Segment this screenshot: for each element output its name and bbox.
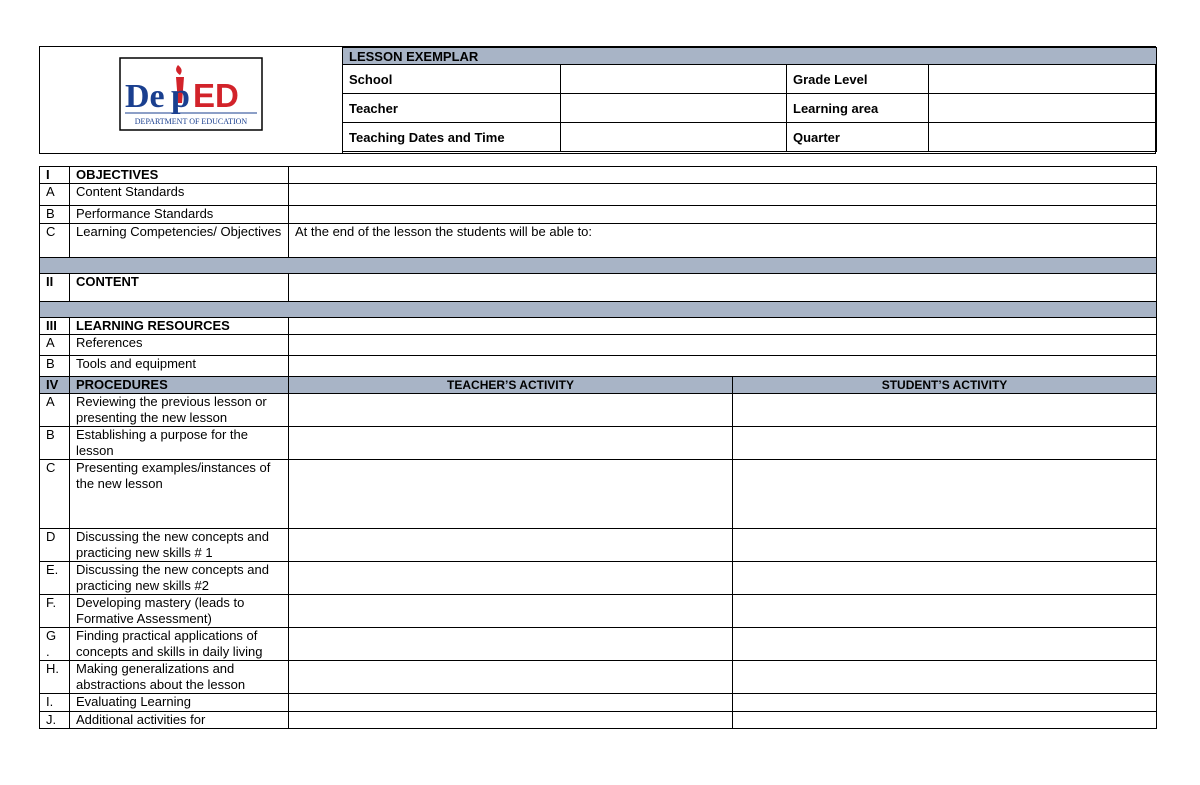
references-field[interactable]	[289, 335, 1157, 356]
school-field[interactable]	[561, 65, 787, 94]
tools-field[interactable]	[289, 356, 1157, 377]
school-label: School	[343, 65, 561, 94]
grade-level-label: Grade Level	[787, 65, 929, 94]
row-label: Discussing the new concepts and practicing new skills # 1	[70, 529, 289, 562]
student-activity-header: STUDENT’S ACTIVITY	[733, 377, 1157, 394]
objectives-field[interactable]	[289, 167, 1157, 184]
row-label: Evaluating Learning	[70, 694, 289, 712]
teacher-activity-cell[interactable]	[289, 460, 733, 529]
learning-area-label: Learning area	[787, 94, 929, 123]
row-label: Presenting examples/instances of the new lesson	[70, 460, 289, 529]
row-label: Performance Standards	[70, 206, 289, 224]
row-label: Additional activities for	[70, 712, 289, 729]
student-activity-cell[interactable]	[733, 712, 1157, 729]
content-standards-field[interactable]	[289, 184, 1157, 206]
teacher-label: Teacher	[343, 94, 561, 123]
row-label: Finding practical applications of concepts and skills in daily living	[70, 628, 289, 661]
row-letter: A	[40, 335, 70, 356]
row-letter: B	[40, 427, 70, 460]
student-activity-cell[interactable]	[733, 562, 1157, 595]
teacher-activity-header: TEACHER’S ACTIVITY	[289, 377, 733, 394]
row-label: Tools and equipment	[70, 356, 289, 377]
row-label: Discussing the new concepts and practicing new skills #2	[70, 562, 289, 595]
student-activity-cell[interactable]	[733, 661, 1157, 694]
row-letter: J.	[40, 712, 70, 729]
row-letter: A	[40, 394, 70, 427]
row-letter: I.	[40, 694, 70, 712]
teacher-activity-cell[interactable]	[289, 394, 733, 427]
section-number: I	[40, 167, 70, 184]
row-letter: G .	[40, 628, 70, 661]
teacher-activity-cell[interactable]	[289, 595, 733, 628]
content-field[interactable]	[289, 274, 1157, 302]
teacher-activity-cell[interactable]	[289, 628, 733, 661]
lesson-header	[39, 46, 1156, 154]
teacher-activity-cell[interactable]	[289, 529, 733, 562]
student-activity-cell[interactable]	[733, 595, 1157, 628]
section-title-resources: LEARNING RESOURCES	[70, 318, 289, 335]
section-title-objectives: OBJECTIVES	[70, 167, 289, 184]
row-letter: H.	[40, 661, 70, 694]
section-divider	[40, 302, 1157, 318]
svg-text:p: p	[171, 78, 190, 115]
row-label: Content Standards	[70, 184, 289, 206]
row-label: Reviewing the previous lesson or presenting the new lesson	[70, 394, 289, 427]
row-label: References	[70, 335, 289, 356]
student-activity-cell[interactable]	[733, 460, 1157, 529]
quarter-label: Quarter	[787, 123, 929, 152]
header-info-table	[342, 47, 1157, 152]
student-activity-cell[interactable]	[733, 694, 1157, 712]
grade-level-field[interactable]	[929, 65, 1157, 94]
section-number: III	[40, 318, 70, 335]
dates-field[interactable]	[561, 123, 787, 152]
competencies-field[interactable]: At the end of the lesson the students will be able to:	[289, 224, 1157, 258]
row-letter: A	[40, 184, 70, 206]
student-activity-cell[interactable]	[733, 529, 1157, 562]
section-title-procedures: PROCEDURES	[70, 377, 289, 394]
svg-text:DEPARTMENT OF EDUCATION: DEPARTMENT OF EDUCATION	[134, 117, 248, 126]
student-activity-cell[interactable]	[733, 394, 1157, 427]
resources-field[interactable]	[289, 318, 1157, 335]
lesson-plan-table	[39, 166, 1157, 729]
dates-label: Teaching Dates and Time	[343, 123, 561, 152]
teacher-activity-cell[interactable]	[289, 694, 733, 712]
logo-dep-text: De	[125, 78, 165, 115]
row-letter: E.	[40, 562, 70, 595]
row-label: Establishing a purpose for the lesson	[70, 427, 289, 460]
logo-ed-text: ED	[193, 77, 239, 114]
student-activity-cell[interactable]	[733, 628, 1157, 661]
learning-area-field[interactable]	[929, 94, 1157, 123]
row-letter: C	[40, 224, 70, 258]
section-number: IV	[40, 377, 70, 394]
teacher-activity-cell[interactable]	[289, 712, 733, 729]
section-divider	[40, 258, 1157, 274]
row-label: Making generalizations and abstractions about the lesson	[70, 661, 289, 694]
performance-standards-field[interactable]	[289, 206, 1157, 224]
student-activity-cell[interactable]	[733, 427, 1157, 460]
row-label: Developing mastery (leads to Formative Assessment)	[70, 595, 289, 628]
quarter-field[interactable]	[929, 123, 1157, 152]
teacher-activity-cell[interactable]	[289, 427, 733, 460]
teacher-activity-cell[interactable]	[289, 661, 733, 694]
row-letter: C	[40, 460, 70, 529]
logo-cell	[40, 47, 343, 153]
lesson-exemplar-title: LESSON EXEMPLAR	[343, 48, 1157, 65]
teacher-field[interactable]	[561, 94, 787, 123]
row-letter: B	[40, 356, 70, 377]
teacher-activity-cell[interactable]	[289, 562, 733, 595]
section-title-content: CONTENT	[70, 274, 289, 302]
row-letter: D	[40, 529, 70, 562]
section-number: II	[40, 274, 70, 302]
deped-logo	[119, 57, 263, 131]
row-label: Learning Competencies/ Objectives	[70, 224, 289, 258]
row-letter: B	[40, 206, 70, 224]
row-letter: F.	[40, 595, 70, 628]
